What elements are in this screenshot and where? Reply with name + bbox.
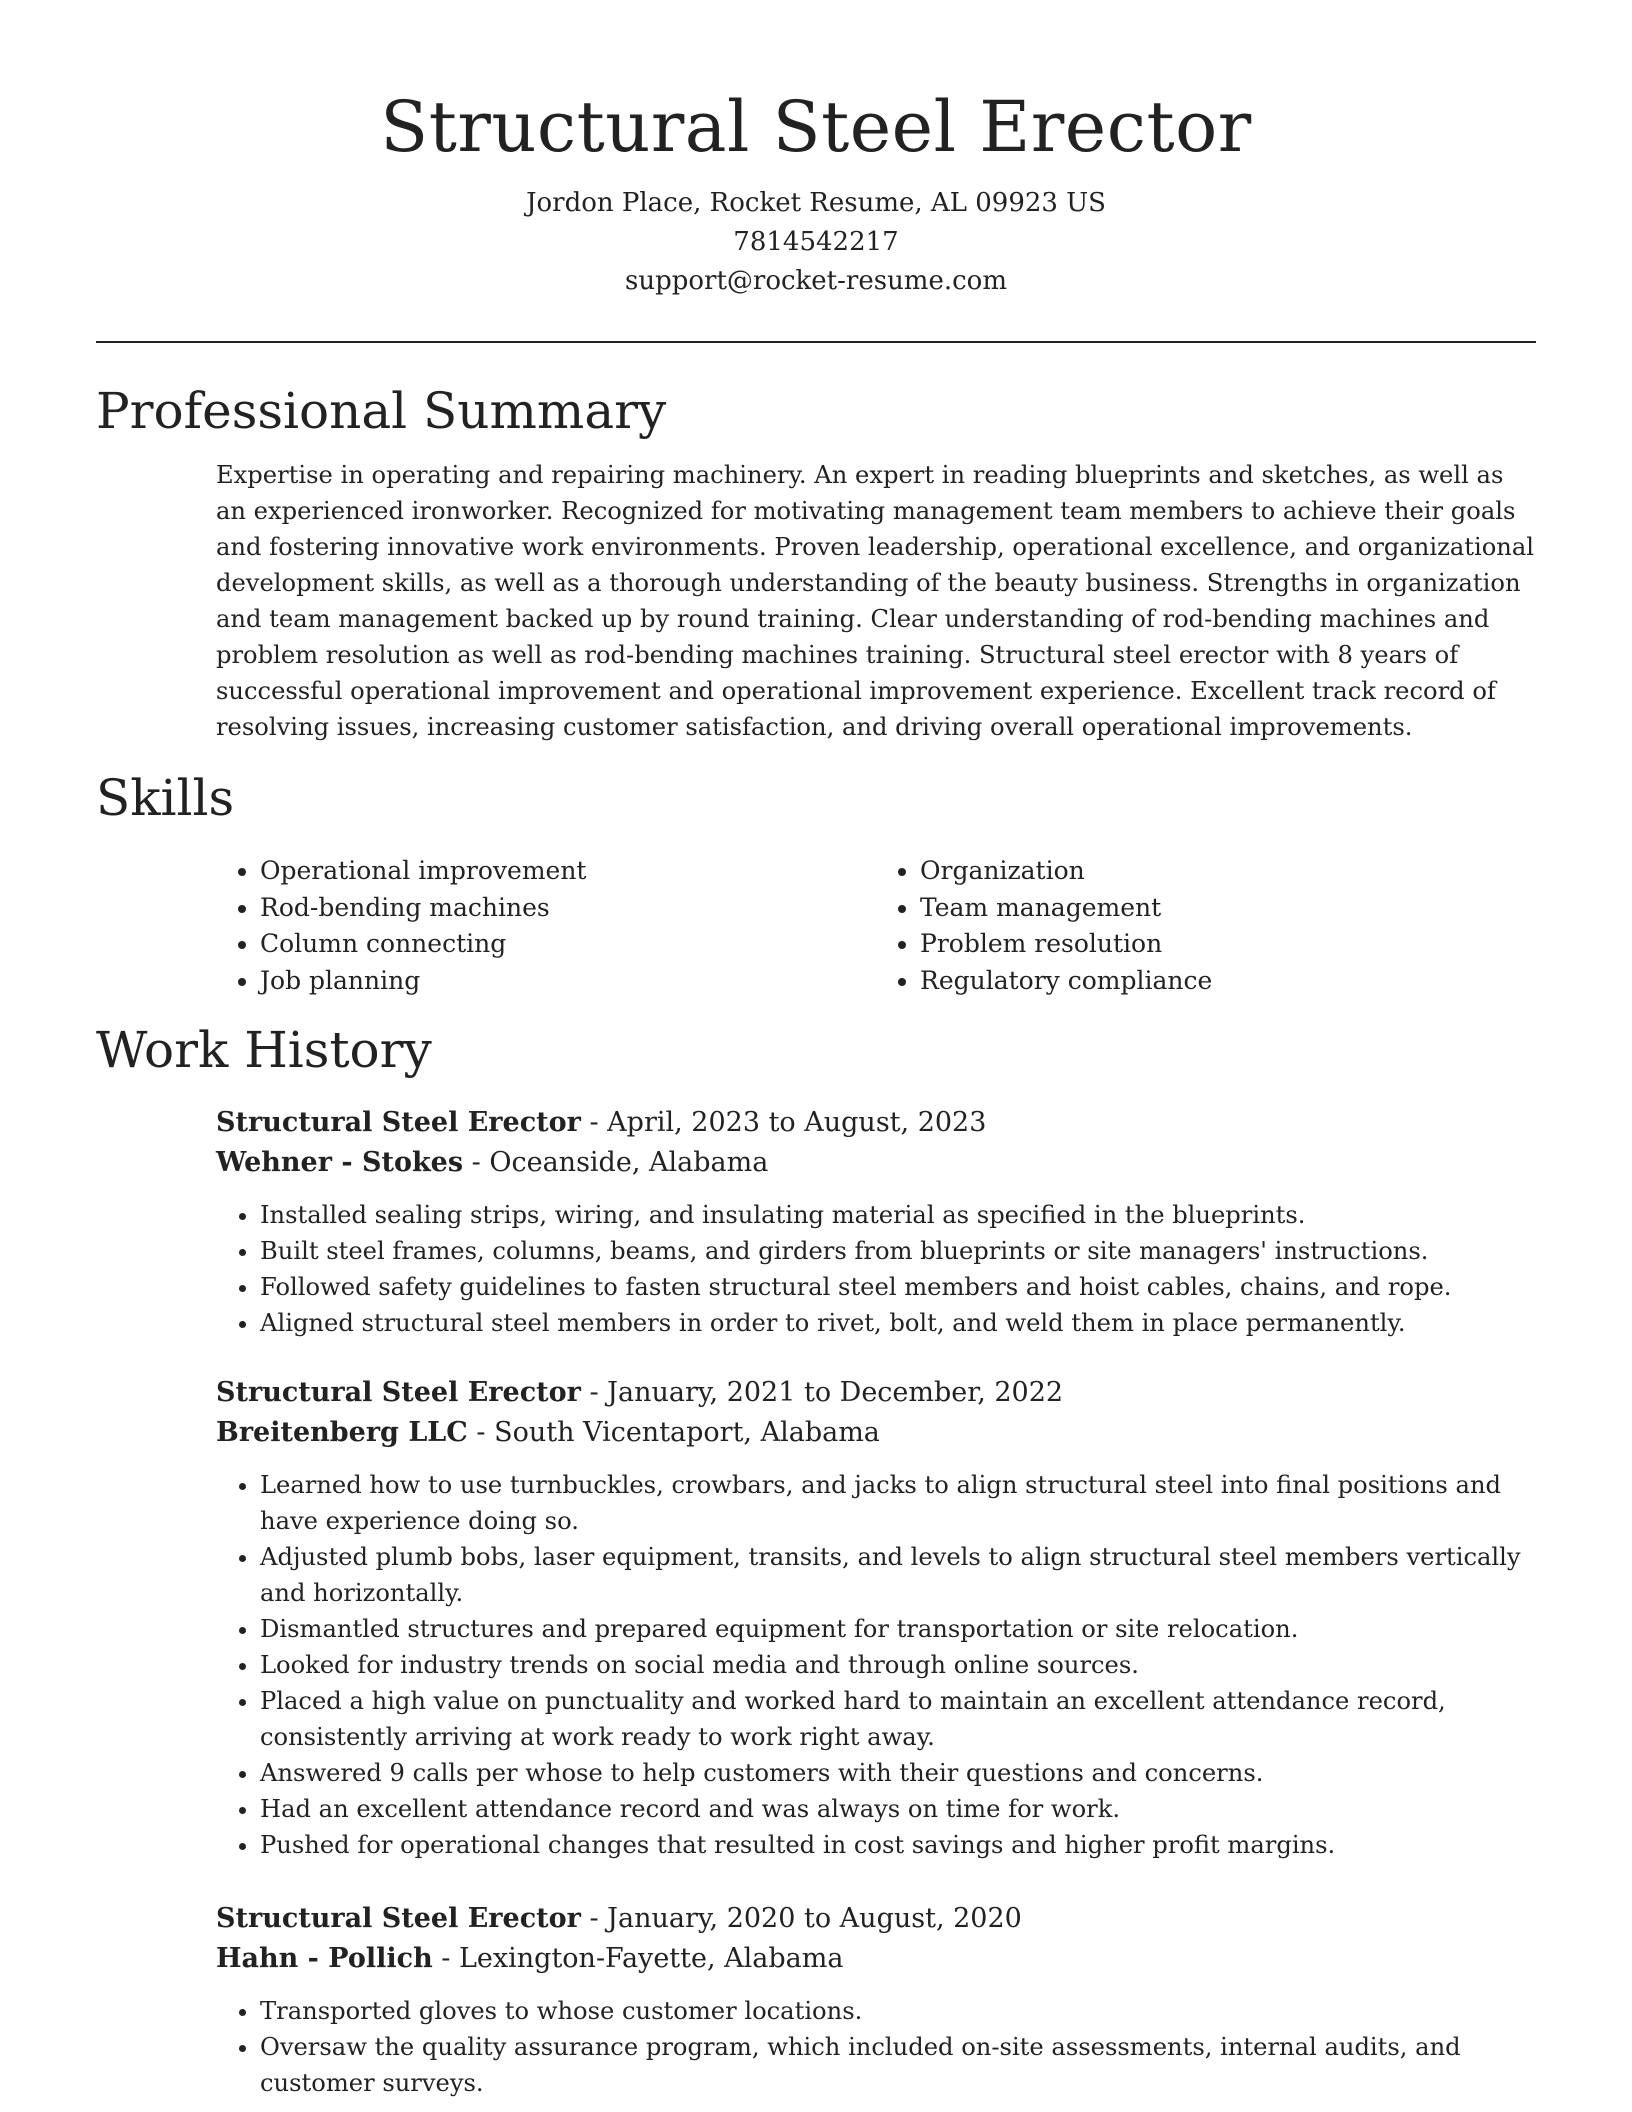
job-location: South Vicentaport, Alabama xyxy=(494,1417,880,1448)
job-dates: January, 2020 to August, 2020 xyxy=(607,1903,1022,1934)
job-bullet: • Oversaw the quality assurance program, which included on-site assessments, internal audits, and customer surveys. xyxy=(260,2029,1541,2101)
job-location: Oceanside, Alabama xyxy=(489,1147,769,1178)
skill-item: • Organization xyxy=(920,853,1536,890)
header-divider xyxy=(96,341,1536,343)
skill-item: • Problem resolution xyxy=(920,926,1536,963)
job-company-line: Breitenberg LLC - South Vicentaport, Alabama xyxy=(216,1417,880,1448)
contact-info xyxy=(0,184,1632,301)
job-dates: April, 2023 to August, 2023 xyxy=(607,1107,987,1138)
job-bullets xyxy=(216,1467,1541,1863)
work-history-heading: Work History xyxy=(96,1021,432,1079)
job-title-line: Structural Steel Erector - January, 2021 to December, 2022 xyxy=(216,1377,1064,1408)
job-bullet: • Looked for industry trends on social media and through online sources. xyxy=(260,1647,1541,1683)
job-bullet: • Adjusted plumb bobs, laser equipment, transits, and levels to align structural steel members vertically and horizontally. xyxy=(260,1539,1541,1611)
job-bullet: • Transported gloves to whose customer locations. xyxy=(260,1993,1541,2029)
job-company-line: Wehner - Stokes - Oceanside, Alabama xyxy=(216,1147,769,1178)
skills-list xyxy=(216,853,1536,999)
job-bullet: • Pushed for operational changes that resulted in cost savings and higher profit margins. xyxy=(260,1827,1541,1863)
job-bullets xyxy=(216,1197,1541,1341)
summary-text: Expertise in operating and repairing machinery. An expert in reading blueprints and sketches, as well as an experienced ironworker. Recognized for motivating management team members to achieve their goals and fostering innovative work environments. Proven leadership, operational excellence, and organizational development skills, as well as a thorough understanding of the beauty business. Strengths in organization and team management backed up by round training. Clear understanding of rod-bending machines and problem resolution as well as rod-bending machines training. Structural steel erector with 8 years of successful operational improvement and operational improvement experience. Excellent track record of resolving issues, increasing customer satisfaction, and driving overall operational improvements. xyxy=(216,461,1535,741)
job-bullet: • Learned how to use turnbuckles, crowbars, and jacks to align structural steel into final positions and have experience doing so. xyxy=(260,1467,1541,1539)
job-bullet: • Installed sealing strips, wiring, and insulating material as specified in the blueprints. xyxy=(260,1197,1541,1233)
job-dates: January, 2021 to December, 2022 xyxy=(607,1377,1064,1408)
job-bullet: • Built steel frames, columns, beams, and girders from blueprints or site managers' instructions. xyxy=(260,1233,1541,1269)
skills-column-right xyxy=(876,853,1536,999)
skill-item: • Column connecting xyxy=(260,926,876,963)
job-bullet: • Answered 9 calls per whose to help customers with their questions and concerns. xyxy=(260,1755,1541,1791)
contact-phone: 7814542217 xyxy=(733,227,899,257)
job-title: Structural Steel Erector xyxy=(216,1903,581,1934)
skill-item: • Regulatory compliance xyxy=(920,963,1536,1000)
job-bullet: • Aligned structural steel members in order to rivet, bolt, and weld them in place permanently. xyxy=(260,1305,1541,1341)
job-title: Structural Steel Erector xyxy=(216,1107,581,1138)
job-bullet: • Placed a high value on punctuality and worked hard to maintain an excellent attendance record, consistently arriving at work ready to work right away. xyxy=(260,1683,1541,1755)
skill-item: • Operational improvement xyxy=(260,853,876,890)
job-company: Wehner - Stokes xyxy=(216,1147,464,1178)
job-bullet: • Had an excellent attendance record and was always on time for work. xyxy=(260,1791,1541,1827)
job-bullets xyxy=(216,1993,1541,2101)
job-bullet: • Dismantled structures and prepared equipment for transportation or site relocation. xyxy=(260,1611,1541,1647)
job-title-line: Structural Steel Erector - April, 2023 to August, 2023 xyxy=(216,1107,987,1138)
contact-address: Jordon Place, Rocket Resume, AL 09923 US xyxy=(526,188,1106,218)
job-entry xyxy=(216,1373,1541,1863)
job-entry xyxy=(216,1899,1541,2101)
candidate-name: Structural Steel Erector xyxy=(380,86,1252,168)
job-company-line: Hahn - Pollich - Lexington-Fayette, Alabama xyxy=(216,1943,844,1974)
job-bullet: • Followed safety guidelines to fasten structural steel members and hoist cables, chains, and rope. xyxy=(260,1269,1541,1305)
skill-item: • Team management xyxy=(920,890,1536,927)
job-location: Lexington-Fayette, Alabama xyxy=(459,1943,844,1974)
contact-email: support@rocket-resume.com xyxy=(624,266,1007,296)
job-company: Hahn - Pollich xyxy=(216,1943,433,1974)
job-entry xyxy=(216,1103,1541,1341)
job-title: Structural Steel Erector xyxy=(216,1377,581,1408)
skill-item: • Job planning xyxy=(260,963,876,1000)
skills-heading: Skills xyxy=(96,769,235,827)
summary-heading: Professional Summary xyxy=(96,382,667,440)
job-title-line: Structural Steel Erector - January, 2020 to August, 2020 xyxy=(216,1903,1022,1934)
skills-column-left xyxy=(216,853,876,999)
skill-item: • Rod-bending machines xyxy=(260,890,876,927)
resume-header xyxy=(0,0,1632,301)
job-company: Breitenberg LLC xyxy=(216,1417,468,1448)
